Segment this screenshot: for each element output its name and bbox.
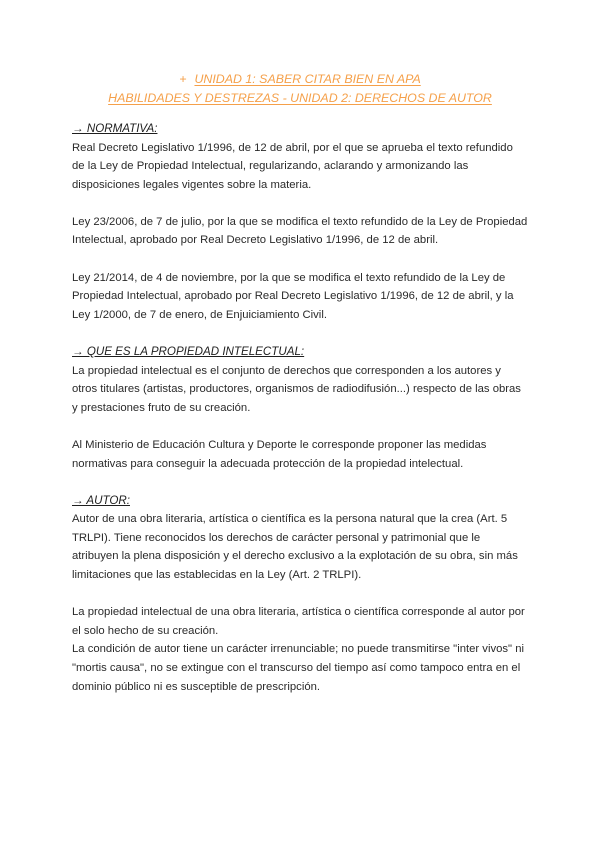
autor-paragraph-1: Autor de una obra literaria, artística o científica es la persona natural que la crea (Art. 5 TRLPI). Tiene reconocidos los derechos de carácter personal y patrimonial que le atribuyen la plena disposición y el derecho exclusivo a la explotación de su obra, sin más limitaciones que las establecidas en la Ley (Art. 2 TRLPI). (72, 513, 518, 581)
section-heading-propiedad-intelectual: → QUE ES LA PROPIEDAD INTELECTUAL: (72, 345, 305, 359)
document-title-line-1 (72, 70, 528, 89)
spacer (72, 417, 528, 436)
section-heading-normativa: → NORMATIVA: (72, 122, 158, 135)
spacer (72, 324, 528, 343)
spacer (72, 585, 528, 604)
section-heading-autor: → AUTOR: (72, 493, 130, 507)
spacer (72, 250, 528, 269)
spacer (72, 194, 528, 213)
propiedad-paragraph-1: La propiedad intelectual es el conjunto de derechos que corresponden a los autores y otros titulares (artistas, productores, organismos de radiodifusión...) respecto de las obras y prestaciones fruto de su creación. (72, 364, 521, 414)
propiedad-paragraph-2: Al Ministerio de Educación Cultura y Deporte le corresponde proponer las medidas normativas para conseguir la adecuada protección de la propiedad intelectual. (72, 438, 487, 470)
title-text-unit-1: UNIDAD 1: SABER CITAR BIEN EN APA (194, 72, 421, 86)
autor-paragraph-2: La propiedad intelectual de una obra literaria, artística o científica corresponde al autor por el solo hecho de su creación. (72, 606, 525, 637)
normativa-paragraph-1: Real Decreto Legislativo 1/1996, de 12 de abril, por el que se aprueba el texto refundido de la Ley de Propiedad Intelectual, regularizando, aclarando y armonizando las disposiciones legales vigentes sobre la materia. (72, 141, 513, 191)
autor-paragraph-3: La condición de autor tiene un carácter irrenunciable; no puede transmitirse "inter vivos" ni "mortis causa", no se extingue con el transcurso del tiempo así como tampoco entra en el dominio público ni es susceptible de prescripción. (72, 643, 524, 693)
normativa-paragraph-2: Ley 23/2006, de 7 de julio, por la que se modifica el texto refundido de la Ley de Propiedad Intelectual, aprobado por Real Decreto Legislativo 1/1996, de 12 de abril. (72, 215, 528, 247)
spacer (72, 473, 528, 492)
normativa-paragraph-3: Ley 21/2014, de 4 de noviembre, por la que se modifica el texto refundido de la Ley de Propiedad Intelectual, aprobado por Real Decreto Legislativo 1/1996, de 12 de abril, y la Ley 1/2000, de 7 de enero, de Enjuiciamiento Civil. (72, 271, 514, 321)
bullet-plus-icon: + (179, 72, 187, 86)
document-title-line-2: HABILIDADES Y DESTREZAS - UNIDAD 2: DERECHOS DE AUTOR (108, 91, 492, 105)
